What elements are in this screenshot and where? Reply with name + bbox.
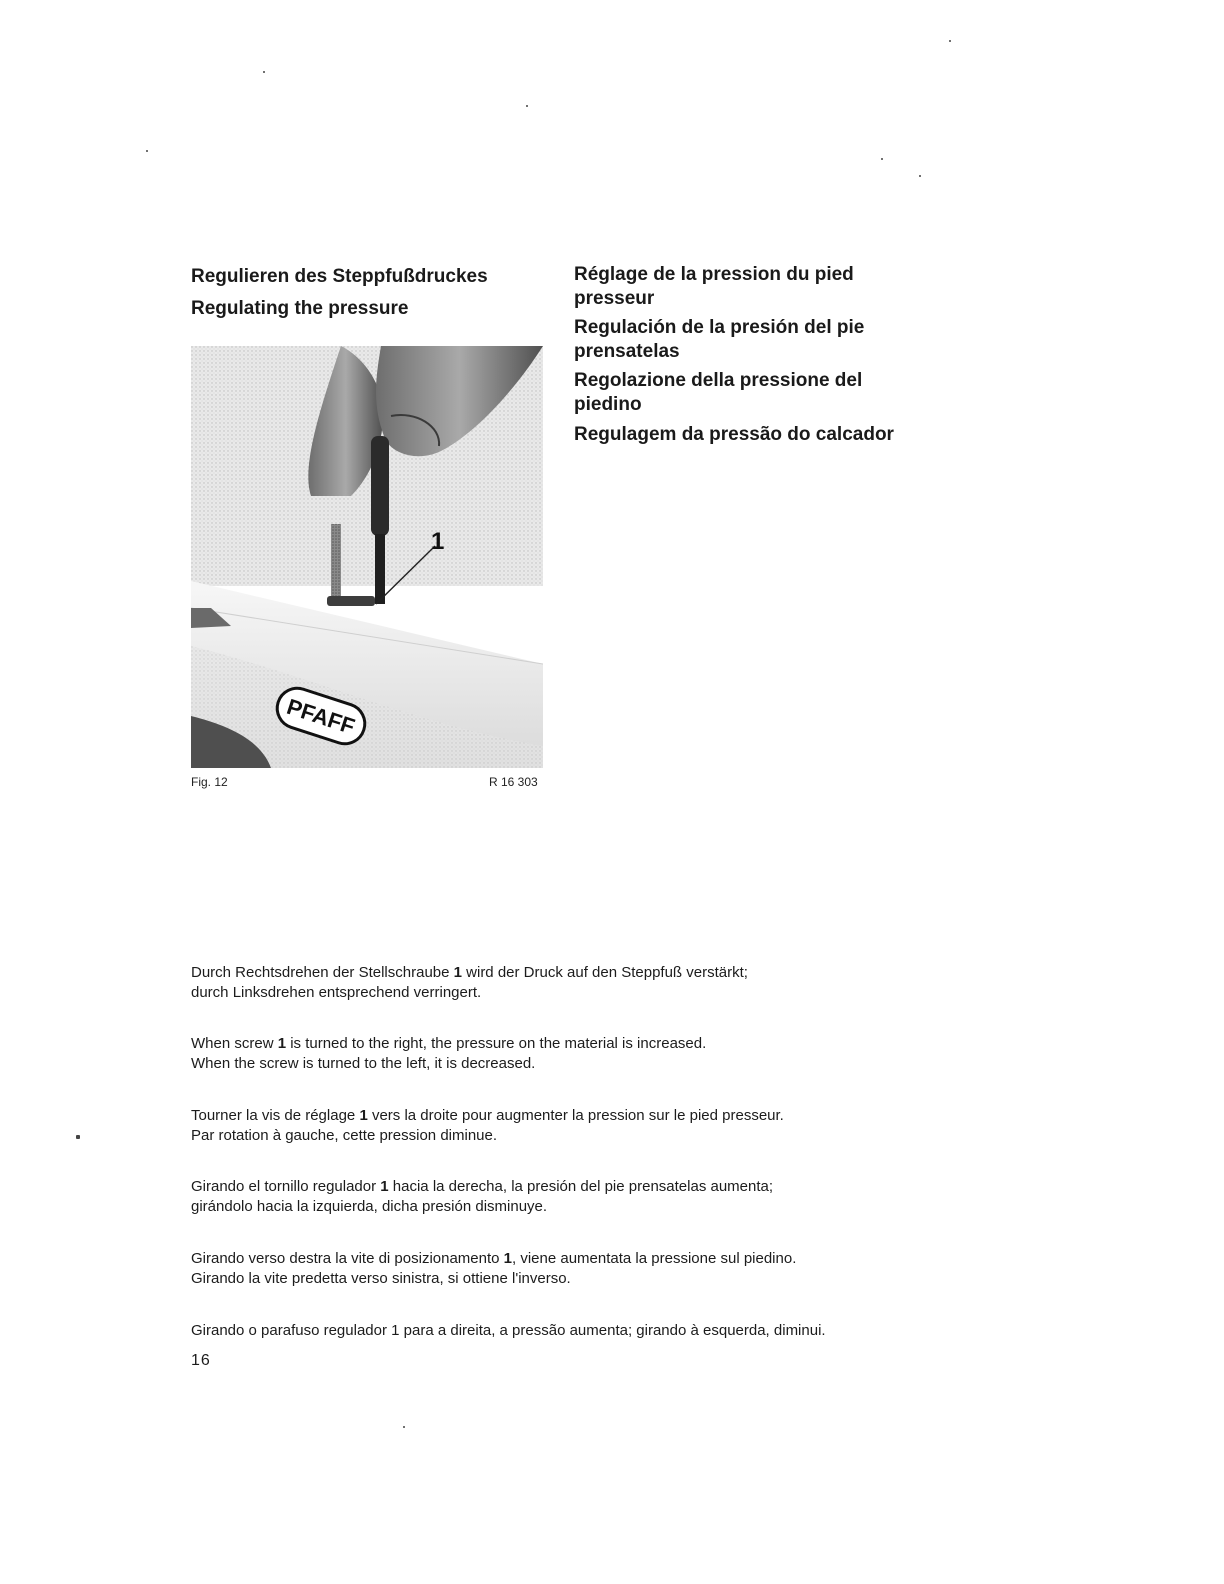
paragraph-italian: Girando verso destra la vite di posizionamento 1, viene aumentata la pressione sul piedino. Girando la vite predetta verso sinistra, si ottiene l'inverso. [191,1250,797,1287]
figure-label: Fig. 12 [191,775,228,789]
heading-french: Réglage de la pression du pied presseur [574,264,854,309]
scan-speck [881,158,883,160]
scan-speck [76,1135,80,1139]
paragraph-english: When screw 1 is turned to the right, the pressure on the material is increased. When the screw is turned to the left, it is decreased. [191,1035,707,1072]
scan-speck [526,105,528,107]
figure-reference: R 16 303 [489,775,538,789]
paragraph-french: Tourner la vis de réglage 1 vers la droite pour augmenter la pression sur le pied presseur. Par rotation à gauche, cette pression diminue. [191,1107,784,1144]
heading-english: Regulating the pressure [191,298,409,319]
callout-number: 1 [431,528,445,555]
scan-speck [949,40,951,42]
scan-speck [403,1426,405,1428]
heading-german: Regulieren des Steppfußdruckes [191,266,488,287]
scan-speck [263,71,265,73]
figure-12-photo [191,346,543,768]
adjusting-screw [327,596,375,606]
heading-portuguese: Regulagem da pressão do calcador [574,424,894,445]
paragraph-spanish: Girando el tornillo regulador 1 hacia la derecha, la presión del pie prensatelas aumenta; girándolo hacia la izquierda, dicha presión disminuye. [191,1178,774,1215]
pressure-screw-illustration [191,346,543,768]
scan-speck [919,175,921,177]
paragraph-portuguese: Girando o parafuso regulador 1 para a direita, a pressão aumenta; girando à esquerda, diminui. [191,1322,826,1339]
presser-bar [331,524,341,602]
page-number: 16 [191,1352,211,1369]
heading-spanish: Regulación de la presión del pie prensatelas [574,317,865,362]
svg-text:PFAFF: PFAFF [283,693,358,740]
screwdriver-handle [371,436,389,536]
heading-italian: Regolazione della pressione del piedino [574,370,863,415]
paragraph-german: Durch Rechtsdrehen der Stellschraube 1 wird der Druck auf den Steppfuß verstärkt; durch Linksdrehen entsprechend verringert. [191,964,748,1001]
scan-speck [146,150,148,152]
screwdriver-shaft [375,534,385,604]
